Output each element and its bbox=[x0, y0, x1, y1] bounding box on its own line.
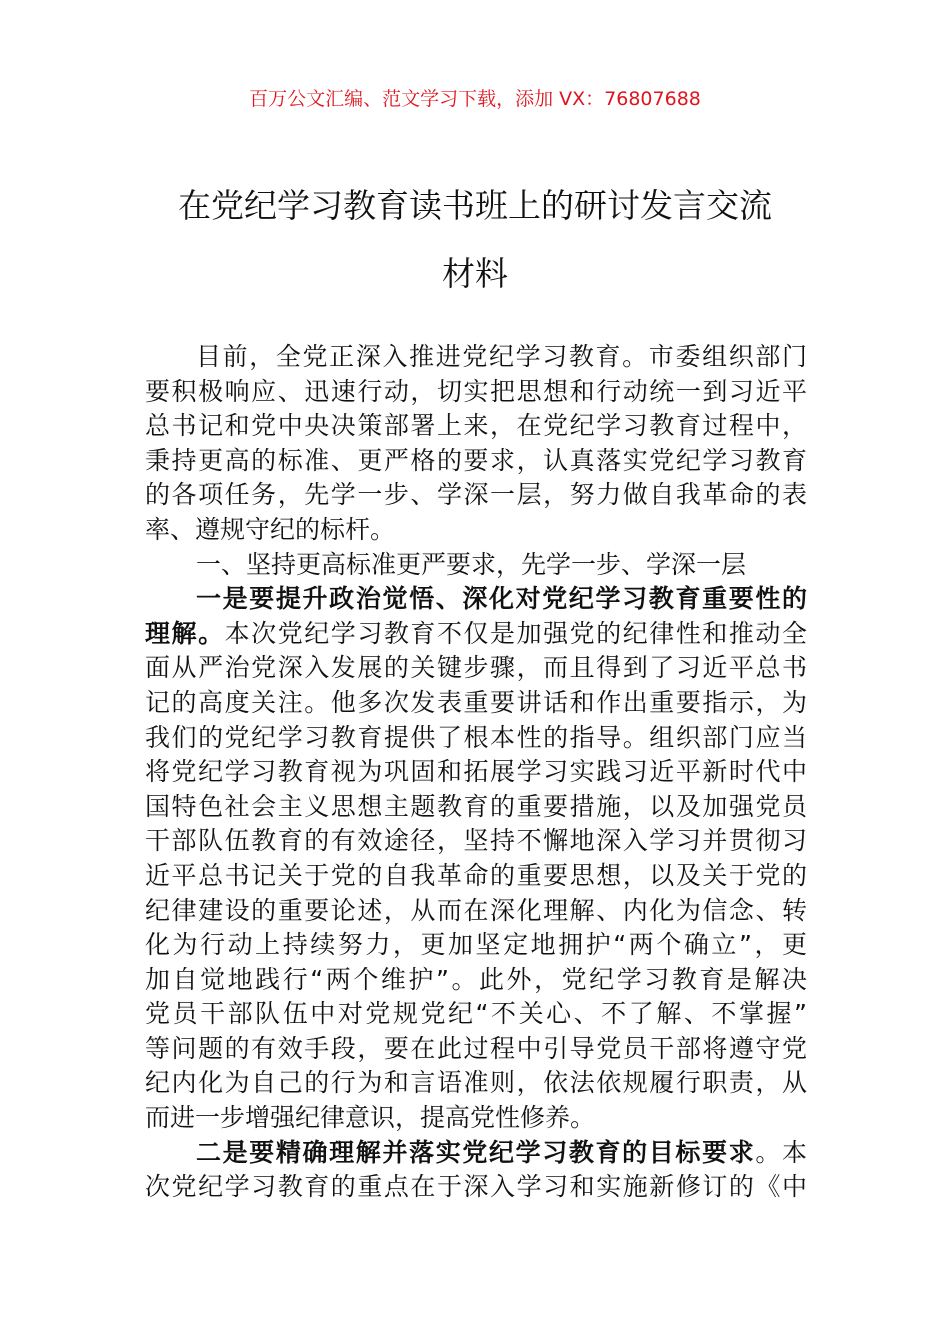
text-line bbox=[145, 824, 807, 859]
text-run: 本次党纪学习教育不仅是加强党的纪律性和推动全 bbox=[224, 618, 807, 648]
text-line bbox=[145, 513, 807, 548]
text-line bbox=[145, 478, 807, 513]
text-run: 加自觉地践行“两个维护”。此外，党纪学习教育是解决 bbox=[145, 964, 807, 994]
text-line bbox=[145, 1170, 807, 1205]
text-run: 一、坚持更高标准更严要求，先学一步、学深一层 bbox=[196, 549, 747, 579]
text-line bbox=[145, 859, 807, 894]
text-line bbox=[145, 790, 807, 825]
text-run: 而进一步增强纪律意识，提高党性修养。 bbox=[145, 1103, 596, 1133]
text-run: 的各项任务，先学一步、学深一层，努力做自我革命的表 bbox=[145, 480, 807, 510]
document-body bbox=[145, 340, 807, 1205]
text-run: 近平总书记关于党的自我革命的重要思想，以及关于党的 bbox=[145, 860, 807, 890]
text-line bbox=[145, 997, 807, 1032]
text-run: 国特色社会主义思想主题教育的重要措施，以及加强党员 bbox=[145, 791, 807, 821]
text-run: 干部队伍教育的有效途径，坚持不懈地深入学习并贯彻习 bbox=[145, 826, 807, 856]
text-run: 率、遵规守纪的标杆。 bbox=[145, 514, 396, 544]
text-line bbox=[145, 1032, 807, 1067]
bold-text: 二是要精确理解并落实党纪学习教育的目标要求 bbox=[196, 1137, 756, 1167]
text-run: 秉持更高的标准、更严格的要求，认真落实党纪学习教育 bbox=[145, 445, 807, 475]
text-line bbox=[145, 1101, 807, 1136]
text-run: 我们的党纪学习教育提供了根本性的指导。组织部门应当 bbox=[145, 722, 807, 752]
text-line bbox=[145, 409, 807, 444]
text-run: 要积极响应、迅速行动，切实把思想和行动统一到习近平 bbox=[145, 376, 807, 406]
text-line bbox=[145, 582, 807, 617]
text-line bbox=[145, 928, 807, 963]
text-run: 次党纪学习教育的重点在于深入学习和实施新修订的《中 bbox=[145, 1172, 807, 1202]
text-line bbox=[145, 617, 807, 652]
text-run: 总书记和党中央决策部署上来，在党纪学习教育过程中， bbox=[145, 411, 807, 441]
watermark-header: 百万公文汇编、范文学习下载，添加 VX：76807688 bbox=[249, 88, 701, 110]
text-line bbox=[145, 444, 807, 479]
text-run: 记的高度关注。他多次发表重要讲话和作出重要指示，为 bbox=[145, 687, 807, 717]
text-line bbox=[145, 721, 807, 756]
text-line bbox=[145, 340, 807, 375]
text-line bbox=[145, 548, 807, 583]
text-run: 目前，全党正深入推进党纪学习教育。市委组织部门 bbox=[196, 342, 807, 371]
bold-text: 一是要提升政治觉悟、深化对党纪学习教育重要性的 bbox=[196, 584, 807, 614]
bold-text: 理解。 bbox=[145, 618, 225, 648]
text-run: 面从严治党深入发展的关键步骤，而且得到了习近平总书 bbox=[145, 653, 807, 683]
document-title-line-1: 在党纪学习教育读书班上的研讨发言交流 bbox=[178, 186, 772, 225]
text-run: 党员干部队伍中对党规党纪“不关心、不了解、不掌握” bbox=[145, 999, 807, 1029]
text-line bbox=[145, 686, 807, 721]
text-run: 化为行动上持续努力，更加坚定地拥护“两个确立”，更 bbox=[145, 930, 807, 960]
document-title-line-2: 材料 bbox=[442, 254, 508, 293]
text-line bbox=[145, 755, 807, 790]
text-line bbox=[145, 375, 807, 410]
text-line bbox=[145, 963, 807, 998]
text-line bbox=[145, 1136, 807, 1171]
text-line bbox=[145, 651, 807, 686]
text-run: 将党纪学习教育视为巩固和拓展学习实践习近平新时代中 bbox=[145, 757, 807, 787]
text-line bbox=[145, 894, 807, 929]
text-run: 等问题的有效手段，要在此过程中引导党员干部将遵守党 bbox=[145, 1033, 807, 1063]
text-run: 纪律建设的重要论述，从而在深化理解、内化为信念、转 bbox=[145, 895, 807, 925]
text-run: 纪内化为自己的行为和言语准则，依法依规履行职责，从 bbox=[145, 1068, 807, 1098]
text-run: 。本 bbox=[755, 1137, 807, 1167]
text-line bbox=[145, 1066, 807, 1101]
